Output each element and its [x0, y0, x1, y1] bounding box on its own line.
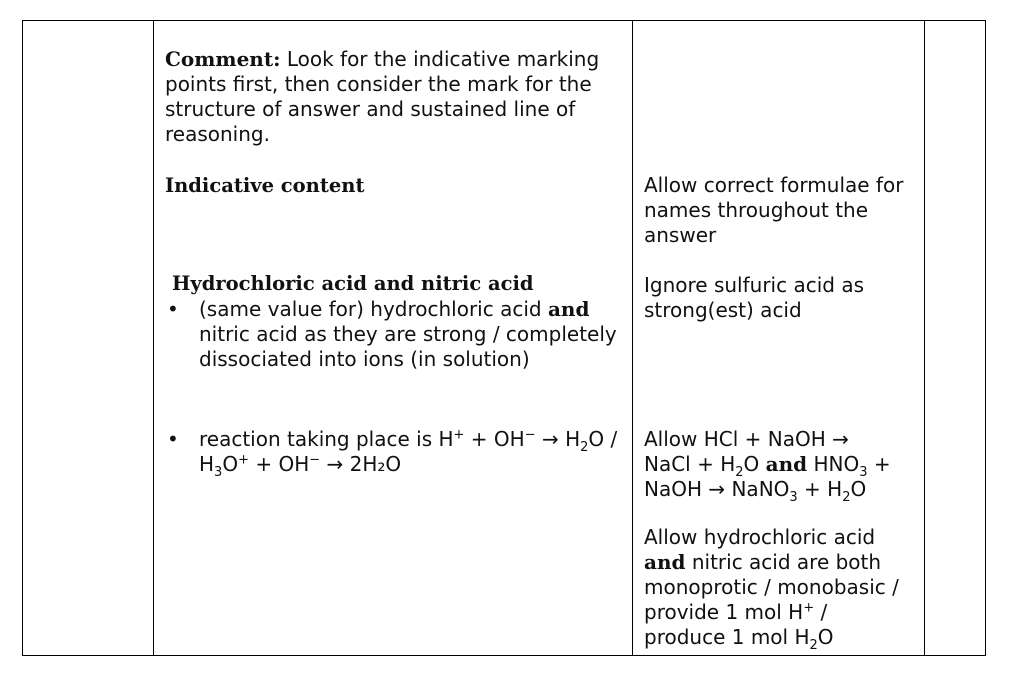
notes-cell	[634, 21, 924, 655]
mark-scheme-table	[22, 20, 986, 656]
comment-paragraph	[165, 47, 625, 147]
section-heading: Hydrochloric acid and nitric acid	[172, 272, 534, 295]
indicative-content-heading: Indicative content	[165, 174, 365, 197]
comment-label: Comment:	[165, 47, 281, 71]
allow-monoprotic-note: Allow hydrochloric acid and nitric acid are both monoprotic / monobasic / provide 1 mol H+ / produce 1 mol $H_2O$	[644, 525, 899, 653]
answer-cell	[155, 21, 632, 655]
question-number-cell	[23, 21, 153, 655]
bullet-text: (same value for) hydrochloric acid and nitric acid as they are strong / completely dissociated into ions (in solution)	[199, 297, 617, 371]
column-divider	[924, 21, 925, 655]
ignore-sulfuric-note: Ignore sulfuric acid as strong(est) acid	[644, 273, 864, 322]
column-divider	[632, 21, 633, 655]
bullet-icon: •	[167, 297, 179, 321]
column-divider	[153, 21, 154, 655]
allow-equations-note: Allow HCl + NaOH → NaCl + $H_2O$ and $HNO_3$ + NaOH → NaNO$_3$ + $H_2O$	[644, 427, 891, 505]
allow-formulae-note: Allow correct formulae for names throughout the answer	[644, 173, 904, 247]
marks-cell	[926, 21, 985, 655]
comment-text: Look for the indicative marking points first, then consider the mark for the structure of answer and sustained line of reasoning.	[165, 47, 600, 146]
bullet-text: reaction taking place is $H^+ + OH^- \to H_2O / H_3O^+ + OH^- \to 2H_2O$	[199, 427, 618, 480]
bullet-icon: •	[167, 427, 179, 451]
